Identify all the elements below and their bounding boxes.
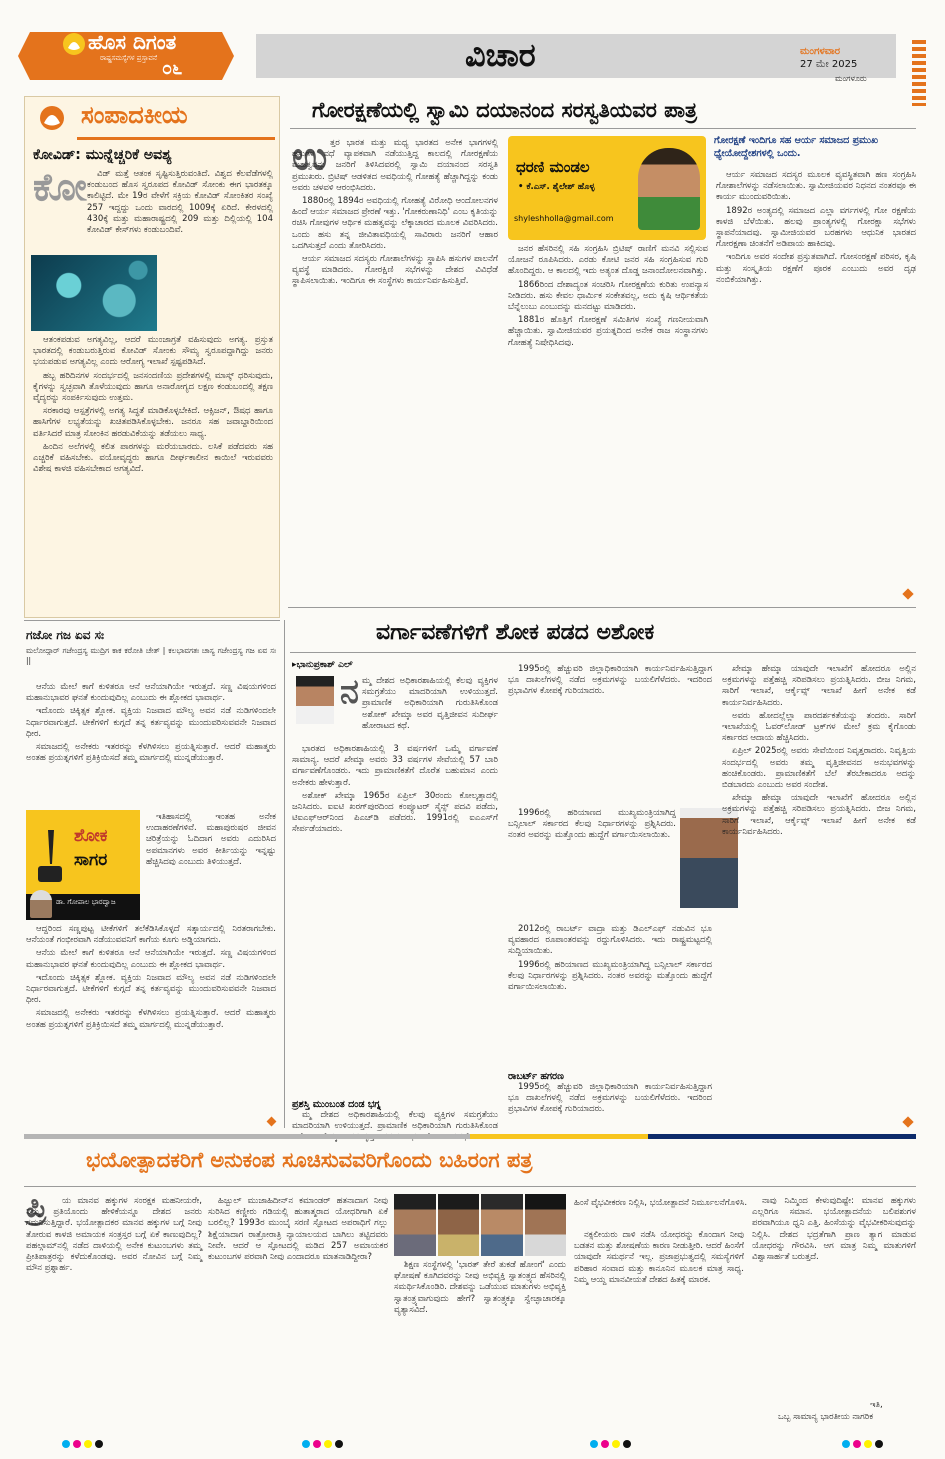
ashoka-col1 [292, 744, 498, 1092]
dot-cyan [590, 1440, 598, 1448]
ashoka-paragraph: ಮ್ಮ ದೇಶದ ಅಧಿಕಾರಶಾಹಿಯಲ್ಲಿ ಕೆಲವು ವ್ಯಕ್ತಿಗಳ ಸಮಗ್ರತೆಯು ಮಾದರಿಯಾಗಿ ಉಳಿಯುತ್ತದೆ. ಪ್ರಾಮಾಣಿಕ ಅಧಿಕಾರಿಯಾಗಿ ಗುರುತಿಸಿಕೊಂಡ [292, 1110, 498, 1132]
logo-text: ಹೊಸ ದಿಗಂತ [88, 30, 177, 54]
color-strip-yellow [470, 1134, 648, 1139]
letter-photo-strip [394, 1194, 566, 1256]
color-strip-navy [648, 1134, 916, 1139]
virus-image [31, 255, 157, 331]
page-number: ೦೬ [162, 58, 183, 79]
ashoka-paragraph: 2012ರಲ್ಲಿ ರಾಬರ್ಟ್ ವಾದ್ರಾ ಮತ್ತು ಡಿಎಲ್‌ಎಫ್ ನಡುವಿನ ಭೂ ವ್ಯವಹಾರದ ರೂಪಾಂತರವನ್ನು ರದ್ದುಗೊಳಿಸಿದರು. ಇದು ರಾಷ್ಟ್ರಮಟ್ಟದಲ್ಲಿ ಸುದ್ದಿಯಾಯಿತು. [508, 924, 712, 957]
ashoka-col2-end [508, 1082, 712, 1126]
dayananda-paragraph: ಆರ್ಯ ಸಮಾಜದ ಸದಸ್ಯರು ಗೋಶಾಲೆಗಳನ್ನು ಸ್ಥಾಪಿಸಿ ಹಸುಗಳ ಪಾಲನೆಗೆ ವ್ಯವಸ್ಥೆ ಮಾಡಿದರು. ಗೋರಕ್ಷಿಣಿ ಸಭೆಗಳನ್ನು ದೇಶದ ವಿವಿಧೆಡೆ ಸ್ಥಾಪಿಸಲಾಯಿತು. ಇಂದಿಗೂ ಈ ಸಂಸ್ಥೆಗಳು ಕಾರ್ಯನಿರ್ವಹಿಸುತ್ತಿವೆ. [292, 254, 498, 287]
gajo-paragraph: ಆನೆಯ ಮೇಲೆ ಕಾಗೆ ಕುಳಿತರೂ ಆನೆ ಆನೆಯಾಗಿಯೇ ಇರುತ್ತದೆ. ಸಣ್ಣ ವಿಷಯಗಳಿಂದ ಮಹಾನುಭಾವರ ಘನತೆ ಕುಂದುವುದಿಲ್ಲ ಎಂಬುದು ಈ ಶ್ಲೋಕದ ಭಾವಾರ್ಥ. [26, 682, 276, 704]
dayananda-paragraph: ಇಂದಿಗೂ ಅವರ ಸಂದೇಶ ಪ್ರಸ್ತುತವಾಗಿದೆ. ಗೋಸಂರಕ್ಷಣೆ ಪರಿಸರ, ಕೃಷಿ ಮತ್ತು ಸಂಸ್ಕೃತಿಯ ರಕ್ಷಣೆಗೆ ಪೂರಕ ಎಂಬುದು ಅವರ ದೃಢ ನಂಬಿಕೆಯಾಗಿತ್ತು. [716, 252, 916, 285]
masthead-city: ಮಂಗಳೂರು [835, 74, 867, 83]
dot-magenta [313, 1440, 321, 1448]
divider-top-right [288, 607, 916, 608]
registration-dots-right [842, 1440, 883, 1448]
ashoka-paragraph: ಖೇಮ್ಕಾ ಹೇಮ್ಕಾ ಯಾವುದೇ ಇಲಾಖೆಗೆ ಹೋದರೂ ಅಲ್ಲಿನ ಅಕ್ರಮಗಳನ್ನು ಪತ್ತೆಹಚ್ಚಿ ಸರಿಪಡಿಸಲು ಪ್ರಯತ್ನಿಸಿದರು. ಬೀಜ ನಿಗಮ, ಸಾರಿಗೆ ಇಲಾಖೆ, ಆರ್ಕೈವ್ಸ್ ಇಲಾಖೆ ಹೀಗೆ ಅನೇಕ ಕಡೆ ಕಾರ್ಯನಿರ್ವಹಿಸಿದರು. [722, 793, 916, 837]
letter-title-rule [24, 1186, 916, 1187]
dayananda-title-rule [290, 128, 916, 129]
masthead-date: 27 ಮೇ 2025 [800, 59, 858, 70]
ashoka-col1-end [292, 1110, 498, 1132]
dot-cyan [302, 1440, 310, 1448]
editorial-paragraph: ಹಿಂದಿನ ಅಲೆಗಳಲ್ಲಿ ಕಲಿತ ಪಾಠಗಳನ್ನು ಮರೆಯಬಾರದು. ಲಸಿಕೆ ಪಡೆದವರು ಸಹ ಎಚ್ಚರಿಕೆ ವಹಿಸಬೇಕು. ವಯೋವೃದ್ಧರು ಹಾಗೂ ದೀರ್ಘಕಾಲೀನ ಕಾಯಿಲೆ ಇರುವವರು ವಿಶೇಷ ಕಾಳಜಿ ವಹಿಸಬೇಕಾದ ಅಗತ್ಯವಿದೆ. [33, 441, 273, 475]
ashoka-paragraph: ಮ್ಮ ದೇಶದ ಅಧಿಕಾರಶಾಹಿಯಲ್ಲಿ ಕೆಲವು ವ್ಯಕ್ತಿಗಳ ಸಮಗ್ರತೆಯು ಮಾದರಿಯಾಗಿ ಉಳಿಯುತ್ತದೆ. ಪ್ರಾಮಾಣಿಕ ಅಧಿಕಾರಿಯಾಗಿ ಗುರುತಿಸಿಕೊಂಡ ಅಶೋಕ್ ಖೇಮ್ಕಾ ಅವರ ವೃತ್ತಿಜೀವನ ಸುದೀರ್ಘ ಹೋರಾಟದ ಕಥೆ. [362, 676, 498, 731]
letter-col5 [752, 1196, 916, 1396]
dot-magenta [73, 1440, 81, 1448]
letter-photo-caption: ಹಿಂಸೆ ವೈಭವೀಕರಣ ನಿಲ್ಲಿಸಿ, ಭಯೋತ್ಪಾದನೆ ನಿರ್ಮೂಲನೆಗೊಳಿಸಿ. [574, 1198, 748, 1208]
dayananda-paragraph: 1880ರಲ್ಲಿ 1894ರ ಅವಧಿಯಲ್ಲಿ ಗೋಹತ್ಯೆ ವಿರೋಧಿ ಆಂದೋಲನಗಳ ಹಿಂದೆ ಆರ್ಯ ಸಮಾಜದ ಪ್ರೇರಣೆ ಇತ್ತು. 'ಗೋಕರುಣಾನಿಧಿ' ಎಂಬ ಕೃತಿಯನ್ನು ರಚಿಸಿ ಗೋವುಗಳ ಆರ್ಥಿಕ ಮಹತ್ವವನ್ನು ಲೆಕ್ಕಾಚಾರದ ಮೂಲಕ ವಿವರಿಸಿದರು. ಒಂದು ಹಸು ತನ್ನ ಜೀವಿತಾವಧಿಯಲ್ಲಿ ಸಾವಿರಾರು ಜನರಿಗೆ ಆಹಾರ ಒದಗಿಸುತ್ತದೆ ಎಂದು ತೋರಿಸಿದರು. [292, 196, 498, 251]
gajo-paragraph: ಇದೊಂದು ಚಿಕ್ಕಿತ್ಸಕ ಶ್ಲೋಕ. ವ್ಯಕ್ತಿಯ ನಿಜವಾದ ಮೌಲ್ಯ ಅವನ ನಡೆ ನುಡಿಗಳಿಂದಲೇ ನಿರ್ಧಾರವಾಗುತ್ತದೆ. ಟೀಕೆಗಳಿಗೆ ಕುಗ್ಗದೆ ತನ್ನ ಕರ್ತವ್ಯವನ್ನು ಮುಂದುವರಿಸುವವನೇ ನಿಜವಾದ ಧೀರ. [26, 706, 276, 739]
author-photo [638, 148, 700, 230]
ashoka-paragraph: ಖೇಮ್ಕಾ ಹೇಮ್ಕಾ ಯಾವುದೇ ಇಲಾಖೆಗೆ ಹೋದರೂ ಅಲ್ಲಿನ ಅಕ್ರಮಗಳನ್ನು ಪತ್ತೆಹಚ್ಚಿ ಸರಿಪಡಿಸಲು ಪ್ರಯತ್ನಿಸಿದರು. ಬೀಜ ನಿಗಮ, ಸಾರಿಗೆ ಇಲಾಖೆ, ಆರ್ಕೈವ್ಸ್ ಇಲಾಖೆ ಹೀಗೆ ಅನೇಕ ಕಡೆ ಕಾರ್ಯನಿರ್ವಹಿಸಿದರು. [722, 664, 916, 708]
gajo-title: ಗಜೋ ಗಜ ಏವ ಸಃ [26, 628, 105, 642]
dayananda-paragraph: 1881ರ ಹೊತ್ತಿಗೆ ಗೋರಕ್ಷಣೆ ಸಮಿತಿಗಳ ಸಂಖ್ಯೆ ಗಣನೀಯವಾಗಿ ಹೆಚ್ಚಾಯಿತು. ಸ್ವಾಮೀಜಿಯವರ ಪ್ರಯತ್ನದಿಂದ ಅನೇಕ ರಾಜ ಸಂಸ್ಥಾನಗಳು ಗೋಹತ್ಯೆ ನಿಷೇಧಿಸಿದವು. [508, 315, 708, 348]
shoka-sagara-author-caption: ಡಾ. ಗೋಪಾಲ ಭಾರದ್ವಾಜ [56, 898, 116, 906]
ashoka-col3 [722, 664, 916, 1126]
ink-pen-icon [32, 828, 66, 884]
editorial-paragraph: ವಿಡ್ ಮತ್ತೆ ಆತಂಕ ಸೃಷ್ಟಿಸುತ್ತಿರುವಂತಿದೆ. ವಿಶ್ವದ ಕೆಲವೆಡೆಗಳಲ್ಲಿ ಕಂಡುಬಂದ ಹೊಸ ಸ್ವರೂಪದ ಕೋವಿಡ್ ಸೋಂಕು ಈಗ ಭಾರತಕ್ಕೂ ಕಾಲಿಟ್ಟಿದೆ. ಮೇ 19ರ ವೇಳೆಗೆ ಸಕ್ರಿಯ ಕೋವಿಡ್ ಸೋಂಕಿತರ ಸಂಖ್ಯೆ 257 ಇದ್ದದ್ದು ಒಂದು ವಾರದಲ್ಲಿ 1009ಕ್ಕೆ ಏರಿದೆ. ಕೇರಳದಲ್ಲಿ 430ಕ್ಕೆ ಮತ್ತು ಮಹಾರಾಷ್ಟ್ರದಲ್ಲಿ 209 ಮತ್ತು ದಿಲ್ಲಿಯಲ್ಲಿ 104 ಕೋವಿಡ್ ಕೇಸ್‌ಗಳು ಕಂಡುಬಂದಿವೆ. [87, 169, 273, 236]
dot-yellow [324, 1440, 332, 1448]
editorial-body-main [33, 335, 273, 611]
letter-col2 [208, 1196, 388, 1422]
dayananda-col1 [292, 138, 498, 600]
masthead [0, 0, 945, 94]
gajo-body-bottom [26, 924, 276, 1120]
dot-magenta [853, 1440, 861, 1448]
editorial-paragraph: ಸರಕಾರವು ಆಸ್ಪತ್ರೆಗಳಲ್ಲಿ ಅಗತ್ಯ ಸಿದ್ಧತೆ ಮಾಡಿಕೊಳ್ಳಬೇಕಿದೆ. ಆಕ್ಸಿಜನ್, ಔಷಧ ಹಾಗೂ ಹಾಸಿಗೆಗಳ ಲಭ್ಯತೆಯನ್ನು ಖಚಿತಪಡಿಸಿಕೊಳ್ಳಬೇಕು. ಜನರೂ ಸಹ ಜವಾಬ್ದಾರಿಯಿಂದ ವರ್ತಿಸಿದರೆ ಮಾತ್ರ ಸೋಂಕಿನ ಹರಡುವಿಕೆಯನ್ನು ತಡೆಯಲು ಸಾಧ್ಯ. [33, 406, 273, 439]
gajo-paragraph: ಇತಿಹಾಸದಲ್ಲಿ ಇಂತಹ ಅನೇಕ ಉದಾಹರಣೆಗಳಿವೆ. ಮಹಾಪುರುಷರ ಜೀವನ ಚರಿತ್ರೆಯನ್ನು ಓದಿದಾಗ ಅವರು ಎದುರಿಸಿದ ಅಪಮಾನಗಳು ಅವರ ಕೀರ್ತಿಯನ್ನು ಇನ್ನಷ್ಟು ಹೆಚ್ಚಿಸಿದವು ಎಂಬುದು ತಿಳಿಯುತ್ತದೆ. [146, 812, 276, 867]
dayananda-paragraph: 1866ರಿಂದ ದೇಶಾದ್ಯಂತ ಸಂಚರಿಸಿ ಗೋರಕ್ಷಣೆಯ ಕುರಿತು ಉಪನ್ಯಾಸ ನೀಡಿದರು. ಹಸು ಕೇವಲ ಧಾರ್ಮಿಕ ಸಂಕೇತವಲ್ಲ, ಅದು ಕೃಷಿ ಆರ್ಥಿಕತೆಯ ಬೆನ್ನೆಲುಬು ಎಂಬುದನ್ನು ಮನದಟ್ಟು ಮಾಡಿದರು. [508, 279, 708, 313]
gajo-intro: ಮಲೋದ್ಗಾರ್ ಗಜೇಂದ್ರಸ್ಯ ಮುದ್ರಿಗ ಕಾಕ ಕರೋತಿ ಚೇತ್ | ಕಲಭಾವಗತಃ ಚಾಸ್ಯ ಗಜೇಂದ್ರಸ್ಯ ಗಜ ಏವ ಸಃ || [26, 646, 276, 665]
letter-paragraph: ಹಿಜ್ಬುಲ್ ಮುಜಾಹಿದೀನ್‌ನ ಕಮಾಂಡರ್ ಹತನಾದಾಗ ನೀವು ಸುರಿಸಿದ ಕಣ್ಣೀರು ಗಡಿಯಲ್ಲಿ ಹುತಾತ್ಮರಾದ ಯೋಧರಿಗಾಗಿ ಏಕೆ ಬರಲಿಲ್ಲ? 1993ರ ಮುಂಬೈ ಸರಣಿ ಸ್ಫೋಟದ ಅಪರಾಧಿಗೆ ಗಲ್ಲು ಶಿಕ್ಷೆಯಾದಾಗ ರಾತ್ರೋರಾತ್ರಿ ನ್ಯಾಯಾಲಯದ ಬಾಗಿಲು ತಟ್ಟಿದವರು ನೀವೇ. ಆದರೆ ಆ ಸ್ಫೋಟದಲ್ಲಿ ಮಡಿದ 257 ಅಮಾಯಕರ ಕುಟುಂಬಗಳ ಪರವಾಗಿ ನೀವು ಎಂದಾದರೂ ಮಾತನಾಡಿದ್ದೀರಾ? [208, 1196, 388, 1263]
letter-signoff-2: ಒಬ್ಬ ಸಾಮಾನ್ಯ ಭಾರತೀಯ ನಾಗರಿಕ [778, 1412, 874, 1422]
registration-dots-left [62, 1440, 103, 1448]
dayananda-col3 [716, 170, 916, 600]
dayananda-paragraph: ಜನರ ಹೆಸರಿನಲ್ಲಿ ಸಹಿ ಸಂಗ್ರಹಿಸಿ ಬ್ರಿಟಿಷ್ ರಾಣಿಗೆ ಮನವಿ ಸಲ್ಲಿಸುವ ಯೋಜನೆ ರೂಪಿಸಿದರು. ಎರಡು ಕೋಟಿ ಜನರ ಸಹಿ ಸಂಗ್ರಹಿಸುವ ಗುರಿ ಹೊಂದಿದ್ದರು. ಆ ಕಾಲದಲ್ಲಿ ಇದು ಅತ್ಯಂತ ದೊಡ್ಡ ಜನಾಂದೋಲನವಾಗಿತ್ತು. [508, 244, 708, 277]
dayananda-col2 [508, 244, 708, 600]
ashoka-paragraph: ಅವರು ಹೋದಲ್ಲೆಲ್ಲಾ ಪಾರದರ್ಶಕತೆಯನ್ನು ತಂದರು. ಸಾರಿಗೆ ಇಲಾಖೆಯಲ್ಲಿ ಓವರ್‌ಲೋಡ್ ಟ್ರಕ್‌ಗಳ ಮೇಲೆ ಕ್ರಮ ಕೈಗೊಂಡು ಸರ್ಕಾರದ ಆದಾಯ ಹೆಚ್ಚಿಸಿದರು. [722, 710, 916, 744]
registration-dots-mid-left [302, 1440, 343, 1448]
ashoka-paragraph: ಅಶೋಕ್ ಖೇಮ್ಕಾ 1965ರ ಏಪ್ರಿಲ್ 30ರಂದು ಕೋಲ್ಕತ್ತಾದಲ್ಲಿ ಜನಿಸಿದರು. ಐಐಟಿ ಖರಗ್‌ಪುರದಿಂದ ಕಂಪ್ಯೂಟರ್ ಸೈನ್ಸ್ ಪದವಿ ಪಡೆದು, ಟಿಐಎಫ್‌ಆರ್‌ನಿಂದ ಪಿಎಚ್‌ಡಿ ಪಡೆದರು. 1991ರಲ್ಲಿ ಐಎಎಸ್‌ಗೆ ಸೇರ್ಪಡೆಯಾದರು. [292, 790, 498, 835]
masthead-day: ಮಂಗಳವಾರ [800, 46, 841, 57]
gajo-paragraph: ಇದೊಂದು ಚಿಕ್ಕಿತ್ಸಕ ಶ್ಲೋಕ. ವ್ಯಕ್ತಿಯ ನಿಜವಾದ ಮೌಲ್ಯ ಅವನ ನಡೆ ನುಡಿಗಳಿಂದಲೇ ನಿರ್ಧಾರವಾಗುತ್ತದೆ. ಟೀಕೆಗಳಿಗೆ ಕುಗ್ಗದೆ ತನ್ನ ಕರ್ತವ್ಯವನ್ನು ಮುಂದುವರಿಸುವವನೇ ನಿಜವಾದ ಧೀರ. [26, 972, 276, 1006]
letter-dropcap: ಪ್ರಿ [26, 1190, 47, 1225]
divider-top-left [24, 620, 280, 621]
dayananda-paragraph: ತ್ತರ ಭಾರತ ಮತ್ತು ಮಧ್ಯ ಭಾರತದ ಅನೇಕ ಭಾಗಗಳಲ್ಲಿ ಹಸುಗಳ ವಧೆ ವ್ಯಾಪಕವಾಗಿ ನಡೆಯುತ್ತಿದ್ದ ಕಾಲದಲ್ಲಿ ಗೋರಕ್ಷಣೆಯ ಮಹತ್ವವನ್ನು ಜನರಿಗೆ ತಿಳಿಸಿದವರಲ್ಲಿ ಸ್ವಾಮಿ ದಯಾನಂದ ಸರಸ್ವತಿ ಪ್ರಮುಖರು. ಬ್ರಿಟಿಷ್ ಆಡಳಿತದ ಅವಧಿಯಲ್ಲಿ ಗೋಹತ್ಯೆ ಹೆಚ್ಚಾಗಿದ್ದನ್ನು ಕಂಡು ಅವರು ಚಳವಳಿ ಆರಂಭಿಸಿದರು. [292, 138, 498, 193]
dayananda-dropcap: ಉ [292, 134, 328, 178]
ashoka-col2-top [508, 664, 712, 804]
registration-strip [912, 40, 926, 106]
editorial-box [24, 96, 280, 618]
letter-paragraph: ಯ ಮಾನವ ಹಕ್ಕುಗಳ ಸಂರಕ್ಷಕ ಮಹನೀಯರೇ, ನಿಮ್ಮ ಪ್ರತಿಯೊಂದು ಹೇಳಿಕೆಯನ್ನೂ ದೇಶದ ಜನರು ಗಮನಿಸುತ್ತಿದ್ದಾರೆ. ಭಯೋತ್ಪಾದಕರ ಮಾನವ ಹಕ್ಕುಗಳ ಬಗ್ಗೆ ನೀವು ತೋರುವ ಕಾಳಜಿ ಅಮಾಯಕ ಸಂತ್ರಸ್ತರ ಬಗ್ಗೆ ಏಕೆ ಕಾಣುವುದಿಲ್ಲ? ಪಹಲ್ಗಾಮ್‌ನಲ್ಲಿ ನಡೆದ ದಾಳಿಯಲ್ಲಿ ಅನೇಕ ಕುಟುಂಬಗಳು ತಮ್ಮ ಪ್ರೀತಿಪಾತ್ರರನ್ನು ಕಳೆದುಕೊಂಡವು. ಅವರ ನೋವಿನ ಬಗ್ಗೆ ನಿಮ್ಮ ಮೌನ ಪ್ರಶ್ನಾರ್ಹ. [26, 1196, 202, 1274]
ashoka-byline-photo [296, 676, 334, 724]
shoka-sagara-title-1: ಶೋಕ [74, 826, 108, 846]
dot-black [875, 1440, 883, 1448]
ashoka-subhead-1: ರಾಬರ್ಟ್ ಹಗರಣ [508, 1071, 564, 1082]
dot-cyan [842, 1440, 850, 1448]
ashoka-paragraph: 1995ರಲ್ಲಿ ಹೆಚ್ಚುವರಿ ಜಿಲ್ಲಾಧಿಕಾರಿಯಾಗಿ ಕಾರ್ಯನಿರ್ವಹಿಸುತ್ತಿದ್ದಾಗ ಭೂ ದಾಖಲೆಗಳಲ್ಲಿ ನಡೆದ ಅಕ್ರಮಗಳನ್ನು ಬಯಲಿಗೆಳೆದರು. ಇದರಿಂದ ಪ್ರಭಾವಿಗಳ ಕೋಪಕ್ಕೆ ಗುರಿಯಾದರು. [508, 664, 712, 697]
gajo-paragraph: ಸಮಾಜದಲ್ಲಿ ಅನೇಕರು ಇತರರನ್ನು ಕೆಳಗಿಳಿಸಲು ಪ್ರಯತ್ನಿಸುತ್ತಾರೆ. ಆದರೆ ಮಹಾತ್ಮರು ಅಂತಹ ಪ್ರಯತ್ನಗಳಿಗೆ ಪ್ರತಿಕ್ರಿಯಿಸದೆ ತಮ್ಮ ಮಾರ್ಗದಲ್ಲಿ ಮುನ್ನಡೆಯುತ್ತಾರೆ. [26, 742, 276, 764]
letter-paragraph: ಶಿಕ್ಷಣ ಸಂಸ್ಥೆಗಳಲ್ಲಿ 'ಭಾರತ್ ತೇರೆ ತುಕಡೆ ಹೋಂಗೆ' ಎಂದು ಘೋಷಣೆ ಕೂಗಿದವರನ್ನು ನೀವು ಅಭಿವ್ಯಕ್ತಿ ಸ್ವಾತಂತ್ರ್ಯದ ಹೆಸರಿನಲ್ಲಿ ಸಮರ್ಥಿಸಿಕೊಂಡಿರಿ. ದೇಶವನ್ನು ಒಡೆಯುವ ಮಾತುಗಳು ಅಭಿವ್ಯಕ್ತಿ ಸ್ವಾತಂತ್ರ್ಯವಾಗುವುದು ಹೇಗೆ? ಸ್ವಾತಂತ್ರ್ಯಕ್ಕೂ ಸ್ವೇಚ್ಛಾಚಾರಕ್ಕೂ ವ್ಯತ್ಯಾಸವಿದೆ. [394, 1260, 566, 1315]
editorial-badge-underline [77, 137, 275, 140]
letter-signoff-1: ಇತಿ, [870, 1400, 883, 1410]
shoka-sagara-author-photo [30, 890, 52, 918]
dot-magenta [601, 1440, 609, 1448]
editorial-badge: ಸಂಪಾದಕೀಯ [81, 101, 188, 129]
ashoka-paragraph: ಭಾರತದ ಅಧಿಕಾರಶಾಹಿಯಲ್ಲಿ 3 ವರ್ಷಗಳಿಗೆ ಒಮ್ಮೆ ವರ್ಗಾವಣೆ ಸಾಮಾನ್ಯ. ಆದರೆ ಖೇಮ್ಕಾ ಅವರು 33 ವರ್ಷಗಳ ಸೇವೆಯಲ್ಲಿ 57 ಬಾರಿ ವರ್ಗಾವಣೆಗೊಂಡರು. ಇದು ಪ್ರಾಮಾಣಿಕತೆಗೆ ದೊರೆತ ಬಹುಮಾನ ಎಂದು ಅನೇಕರು ಹೇಳುತ್ತಾರೆ. [292, 744, 498, 788]
ashoka-col1-top [362, 676, 498, 740]
letter-photo-4 [525, 1194, 567, 1256]
logo-tagline: ರಾಷ್ಟ್ರಸಮಸ್ಯೆಗಳ ಪ್ರಸ್ತಾವನೆ [100, 54, 158, 62]
editorial-dropcap: ಕೋ [33, 165, 87, 209]
logo-badge [12, 30, 236, 82]
ashoka-title-rule [290, 652, 916, 653]
letter-paragraph: ನಾವು ನಿಮ್ಮಿಂದ ಕೇಳುವುದಿಷ್ಟೇ: ಮಾನವ ಹಕ್ಕುಗಳು ಎಲ್ಲರಿಗೂ ಸಮಾನ. ಭಯೋತ್ಪಾದನೆಯ ಬಲಿಪಶುಗಳ ಪರವಾಗಿಯೂ ಧ್ವನಿ ಎತ್ತಿ. ಹಿಂಸೆಯನ್ನು ವೈಭವೀಕರಿಸುವುದನ್ನು ನಿಲ್ಲಿಸಿ. ದೇಶದ ಭದ್ರತೆಗಾಗಿ ಪ್ರಾಣ ತ್ಯಾಗ ಮಾಡುವ ಯೋಧರನ್ನು ಗೌರವಿಸಿ. ಆಗ ಮಾತ್ರ ನಿಮ್ಮ ಮಾತುಗಳಿಗೆ ವಿಶ್ವಾಸಾರ್ಹತೆ ಬರುತ್ತದೆ. [752, 1196, 916, 1263]
ashoka-col2-mid [508, 808, 676, 920]
ashoka-subhead-2: ಪ್ರಶಸ್ತಿ ಮುಂಬಂತ ದಂಡ ಭಗ್ನ [292, 1099, 381, 1110]
editorial-paragraph: ಹಬ್ಬ ಹರಿದಿನಗಳ ಸಂದರ್ಭದಲ್ಲಿ ಜನಸಂದಣಿಯ ಪ್ರದೇಶಗಳಲ್ಲಿ ಮಾಸ್ಕ್ ಧರಿಸುವುದು, ಕೈಗಳನ್ನು ಸ್ವಚ್ಛವಾಗಿ ತೊಳೆಯುವುದು ಹಾಗೂ ಅನಾರೋಗ್ಯದ ಲಕ್ಷಣ ಕಂಡುಬಂದಲ್ಲಿ ತಕ್ಷಣ ವೈದ್ಯರನ್ನು ಸಂಪರ್ಕಿಸುವುದು ಉತ್ತಮ. [33, 370, 273, 404]
letter-photo-3 [481, 1194, 523, 1256]
ashoka-paragraph: 1995ರಲ್ಲಿ ಹೆಚ್ಚುವರಿ ಜಿಲ್ಲಾಧಿಕಾರಿಯಾಗಿ ಕಾರ್ಯನಿರ್ವಹಿಸುತ್ತಿದ್ದಾಗ ಭೂ ದಾಖಲೆಗಳಲ್ಲಿ ನಡೆದ ಅಕ್ರಮಗಳನ್ನು ಬಯಲಿಗೆಳೆದರು. ಇದರಿಂದ ಪ್ರಭಾವಿಗಳ ಕೋಪಕ್ಕೆ ಗುರಿಯಾದರು. [508, 1082, 712, 1115]
author-box [508, 136, 706, 240]
author-box-title: ಧರಣಿ ಮಂಡಲ [516, 158, 590, 176]
color-strip [24, 1134, 916, 1139]
ashoka-title: ವರ್ಗಾವಣೆಗಳಿಗೆ ಶೋಕ ಪಡದ ಅಶೋಕ [376, 620, 655, 645]
dot-yellow [612, 1440, 620, 1448]
registration-dots-mid-right [590, 1440, 631, 1448]
editorial-body-top [87, 169, 273, 249]
letter-col1 [26, 1196, 202, 1422]
letter-photo-1 [394, 1194, 436, 1256]
dayananda-paragraph: ಆರ್ಯ ಸಮಾಜದ ಸದಸ್ಯರ ಮೂಲಕ ವ್ಯವಸ್ಥಿತವಾಗಿ ಹಣ ಸಂಗ್ರಹಿಸಿ ಗೋಶಾಲೆಗಳನ್ನು ನಡೆಸಲಾಯಿತು. ಸ್ವಾಮೀಜಿಯವರ ನಿಧನದ ನಂತರವೂ ಈ ಕಾರ್ಯ ಮುಂದುವರಿಯಿತು. [716, 170, 916, 203]
gajo-paragraph: ಆನೆಯ ಮೇಲೆ ಕಾಗೆ ಕುಳಿತರೂ ಆನೆ ಆನೆಯಾಗಿಯೇ ಇರುತ್ತದೆ. ಸಣ್ಣ ವಿಷಯಗಳಿಂದ ಮಹಾನುಭಾವರ ಘನತೆ ಕುಂದುವುದಿಲ್ಲ ಎಂಬುದು ಈ ಶ್ಲೋಕದ ಭಾವಾರ್ಥ. [26, 948, 276, 970]
dot-black [623, 1440, 631, 1448]
ashoka-paragraph: 1996ರಲ್ಲಿ ಹರಿಯಾಣದ ಮುಖ್ಯಮಂತ್ರಿಯಾಗಿದ್ದ ಬನ್ಸಿಲಾಲ್ ಸರ್ಕಾರದ ಕೆಲವು ನಿರ್ಧಾರಗಳನ್ನು ಪ್ರಶ್ನಿಸಿದರು. ನಂತರ ಅವರನ್ನು ಮತ್ತೊಂದು ಹುದ್ದೆಗೆ ವರ್ಗಾಯಿಸಲಾಯಿತು. [508, 808, 676, 841]
dot-yellow [864, 1440, 872, 1448]
letter-col4 [574, 1230, 744, 1422]
editorial-title: ಕೋವಿಡ್: ಮುನ್ನೆಚ್ಚರಿಕೆ ಅವಶ್ಯ [33, 147, 172, 163]
gajo-paragraph: ಆದ್ದರಿಂದ ಸಣ್ಣಪುಟ್ಟ ಟೀಕೆಗಳಿಗೆ ತಲೆಕೆಡಿಸಿಕೊಳ್ಳದೆ ಸತ್ಕಾರ್ಯದಲ್ಲಿ ನಿರತರಾಗಬೇಕು. ಆನೆಯಂತೆ ಗಂಭೀರವಾಗಿ ನಡೆಯುವವನಿಗೆ ಕಾಗೆಯ ಕೂಗು ಅಡ್ಡಿಯಾಗದು. [26, 924, 276, 946]
letter-title: ಭಯೋತ್ಪಾದಕರಿಗೆ ಅನುಕಂಪ ಸೂಚಿಸುವವರಿಗೊಂದು ಬಹಿರಂಗ ಪತ್ರ [86, 1148, 533, 1172]
color-strip-grey [24, 1134, 470, 1139]
dayananda-title: ಗೋರಕ್ಷಣೆಯಲ್ಲಿ ಸ್ವಾಮಿ ದಯಾನಂದ ಸರಸ್ವತಿಯವರ ಪಾತ್ರ [312, 98, 698, 122]
editorial-logo-icon [33, 105, 71, 135]
letter-paragraph: ನಕ್ಸಲೀಯರು ದಾಳಿ ನಡೆಸಿ ಯೋಧರನ್ನು ಕೊಂದಾಗ ನೀವು ಬಡತನ ಮತ್ತು ಶೋಷಣೆಯ ಕಾರಣ ನೀಡುತ್ತೀರಿ. ಆದರೆ ಹಿಂಸೆಗೆ ಯಾವುದೇ ಸಮರ್ಥನೆ ಇಲ್ಲ. ಪ್ರಜಾಪ್ರಭುತ್ವದಲ್ಲಿ ಸಮಸ್ಯೆಗಳಿಗೆ ಪರಿಹಾರ ಸಂವಾದ ಮತ್ತು ಕಾನೂನಿನ ಮೂಲಕ ಮಾತ್ರ ಸಾಧ್ಯ. ನಿಮ್ಮ ಆಯ್ದ ಮಾನವೀಯತೆ ದೇಶದ ಹಿತಕ್ಕೆ ಮಾರಕ. [574, 1230, 744, 1285]
section-title: ವಿಚಾರ [465, 36, 536, 74]
shoka-sagara-badge [26, 810, 140, 920]
ashoka-paragraph: ಏಪ್ರಿಲ್ 2025ರಲ್ಲಿ ಅವರು ಸೇವೆಯಿಂದ ನಿವೃತ್ತರಾದರು. ನಿವೃತ್ತಿಯ ಸಂದರ್ಭದಲ್ಲಿ ಅವರು ತಮ್ಮ ವೃತ್ತಿಜೀವನದ ಅನುಭವಗಳನ್ನು ಹಂಚಿಕೊಂಡರು. ಪ್ರಾಮಾಣಿಕತೆಗೆ ಬೆಲೆ ತೆರಬೇಕಾದರೂ ಅದನ್ನು ಬಿಡಬಾರದು ಎಂಬುದು ಅವರ ಸಂದೇಶ. [722, 746, 916, 791]
shoka-sagara-title-2: ಸಾಗರ [74, 850, 108, 870]
gajo-body-top [26, 682, 276, 810]
ashoka-col2-bottom [508, 924, 712, 1066]
dayananda-paragraph: 1892ರ ಅಂತ್ಯದಲ್ಲಿ ಸಮಾಜದ ಎಲ್ಲಾ ವರ್ಗಗಳಲ್ಲಿ ಗೋ ರಕ್ಷಣೆಯ ಕಾಳಜಿ ಬೆಳೆಯಿತು. ಹಲವು ಪ್ರಾಂತ್ಯಗಳಲ್ಲಿ ಗೋರಕ್ಷಾ ಸಭೆಗಳು ಸ್ಥಾಪನೆಯಾದವು. ಸ್ವಾಮೀಜಿಯವರ ಬರಹಗಳು ಆಧುನಿಕ ಭಾರತದ ಗೋರಕ್ಷಣಾ ಚಿಂತನೆಗೆ ಅಡಿಪಾಯ ಹಾಕಿದವು. [716, 205, 916, 250]
ashoka-paragraph: 1996ರಲ್ಲಿ ಹರಿಯಾಣದ ಮುಖ್ಯಮಂತ್ರಿಯಾಗಿದ್ದ ಬನ್ಸಿಲಾಲ್ ಸರ್ಕಾರದ ಕೆಲವು ನಿರ್ಧಾರಗಳನ್ನು ಪ್ರಶ್ನಿಸಿದರು. ನಂತರ ಅವರನ್ನು ಮತ್ತೊಂದು ಹುದ್ದೆಗೆ ವರ್ಗಾಯಿಸಲಾಯಿತು. [508, 959, 712, 993]
dot-black [95, 1440, 103, 1448]
editorial-paragraph: ಆತಂಕಪಡುವ ಅಗತ್ಯವಿಲ್ಲ, ಆದರೆ ಮುಂಜಾಗ್ರತೆ ವಹಿಸುವುದು ಅಗತ್ಯ. ಪ್ರಸ್ತುತ ಭಾರತದಲ್ಲಿ ಕಂಡುಬರುತ್ತಿರುವ ಕೋವಿಡ್ ಸೋಂಕು ಸೌಮ್ಯ ಸ್ವರೂಪದ್ದಾಗಿದ್ದು ಜನರು ಭಯಪಡುವ ಅಗತ್ಯವಿಲ್ಲ ಎಂದು ಆರೋಗ್ಯ ಇಲಾಖೆ ಸ್ಪಷ್ಟಪಡಿಸಿದೆ. [33, 335, 273, 368]
gajo-paragraph: ಸಮಾಜದಲ್ಲಿ ಅನೇಕರು ಇತರರನ್ನು ಕೆಳಗಿಳಿಸಲು ಪ್ರಯತ್ನಿಸುತ್ತಾರೆ. ಆದರೆ ಮಹಾತ್ಮರು ಅಂತಹ ಪ್ರಯತ್ನಗಳಿಗೆ ಪ್ರತಿಕ್ರಿಯಿಸದೆ ತಮ್ಮ ಮಾರ್ಗದಲ್ಲಿ ಮುನ್ನಡೆಯುತ್ತಾರೆ. [26, 1008, 276, 1030]
divider-vertical [284, 620, 285, 1128]
letter-col3 [394, 1260, 566, 1422]
ashoka-byline: ▸ಭಾನುಪ್ರಕಾಶ್ ಎಲ್ [292, 660, 353, 670]
ashoka-dropcap: ನ [340, 672, 359, 712]
author-email: shyleshholla@gmail.com [514, 214, 614, 223]
gajo-body-side [146, 812, 276, 918]
letter-photo-2 [438, 1194, 480, 1256]
author-name: • ಕೆ.ಎಸ್. ಶೈಲೇಶ್ ಹೊಳ್ಳ [518, 182, 595, 192]
dayananda-summary: ಗೋರಕ್ಷಣೆ ಇಂದಿಗೂ ಸಹ ಆರ್ಯ ಸಮಾಜದ ಪ್ರಮುಖ ಧ್ಯೇಯೋದ್ದೇಶಗಳಲ್ಲಿ ಒಂದು. [714, 135, 879, 159]
dot-cyan [62, 1440, 70, 1448]
dot-black [335, 1440, 343, 1448]
dot-yellow [84, 1440, 92, 1448]
